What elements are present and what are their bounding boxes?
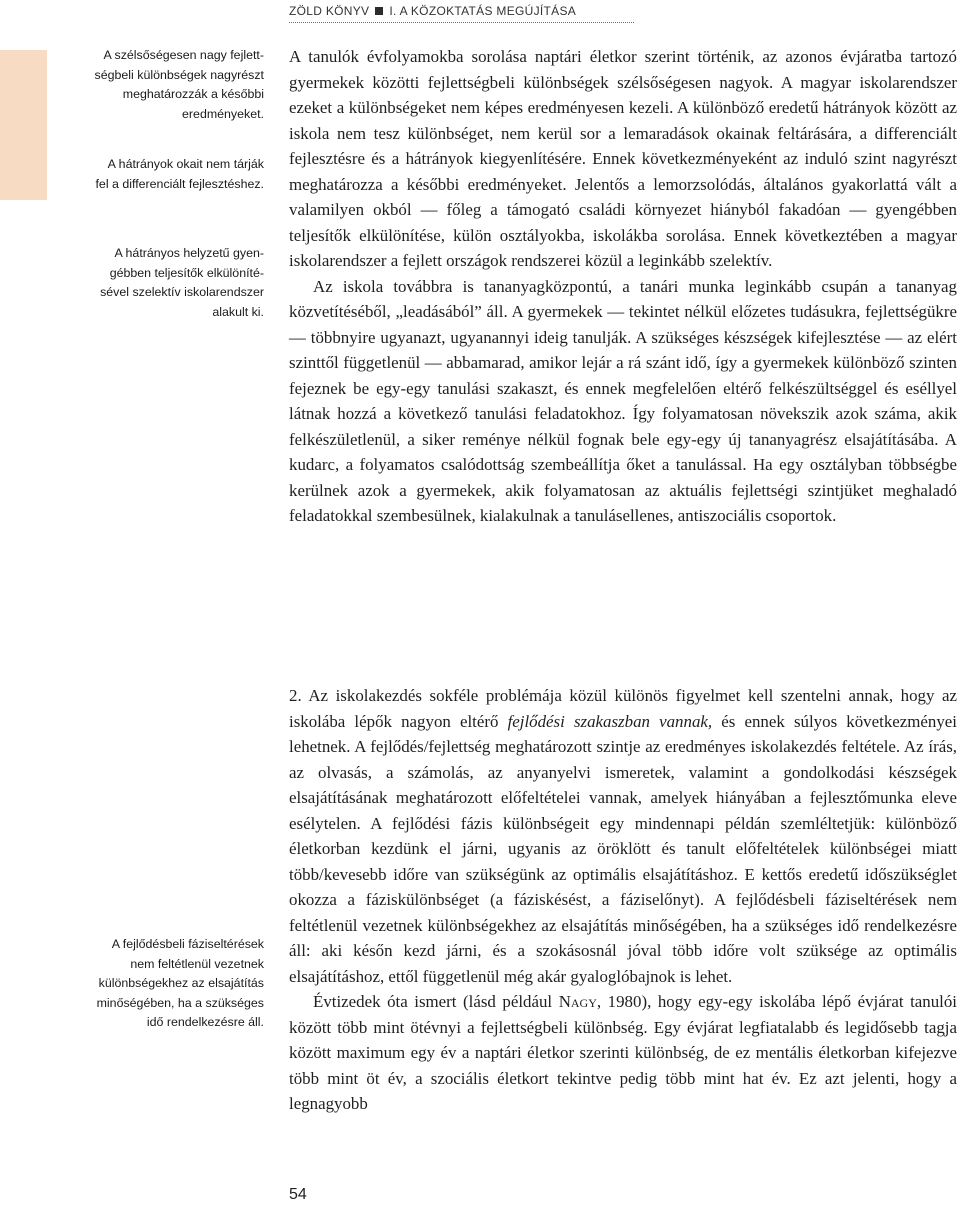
- text-run: és ennek súlyos következményei lehetnek. A fejlődés/fejlettség meghatározott szintje az eredményes iskolakezdés feltétele. Az írás, az olvasás, a számolás, az anyanyelvi ismeretek, valamint a gondolkodási készségek elsajátításának meghatározott előfeltételei vannak, amelyek hiányában a fejlesztőmunka eleve esélytelen. A fejlődési fázis különbségeit egy mindennapi példán szemléltetjük: különböző életkorban kezdünk el járni, ugyanis az öröklött és tanult előfeltételek különbségei miatt több/kevesebb időre van szükségünk az optimális elsajátításhoz. E kettős eredetű időszükséglet okozza a fáziskülönbséget (a fáziskésést, a fáziselőnyt). A fejlődésbeli fáziseltérések nem feltétlenül vezetnek különbségekhez az elsajátítás minőségében, ha a szükséges idő rendelkezésre áll: aki későn kezd járni, és a szokásosnál jóval több időre volt szüksége az optimális elsajátításhoz, ettől függetlenül még akár gyaloglóbajnok is lehet.: [289, 711, 957, 986]
- main-text-block-1: [289, 44, 957, 529]
- running-header: [289, 0, 634, 23]
- page-number: 54: [289, 1186, 307, 1203]
- margin-note-1: A szélsőségesen nagy fejlettségbeli különbségek nagyrészt meghatározzák a későbbi eredményeket.: [94, 48, 264, 121]
- sidebar-color-band: [0, 50, 47, 200]
- text-run: Évtizedek óta ismert (lásd például: [313, 992, 559, 1011]
- book-title: ZÖLD KÖNYV: [289, 4, 370, 18]
- section-title: I. A KÖZOKTATÁS MEGÚJÍTÁSA: [389, 4, 577, 18]
- margin-note-4: A fejlődésbeli fáziseltérések nem feltétlenül vezetnek különbségekhez az elsajátítás minőségében, ha a szükséges idő rendelkezésre áll.: [96, 937, 264, 1029]
- margin-note-3: A hátrányos helyzetű gyengébben teljesítők elkülönítésével szelektív iskolarendszer alakult ki.: [100, 246, 264, 319]
- text-run: 2. Az iskolakezdés sokféle problémája közül különös figyelmet kell szentelni annak, hogy az iskolába lépők nagyon eltérő: [289, 686, 957, 731]
- numbered-paragraph: [289, 683, 957, 989]
- author-citation: Nagy: [558, 992, 597, 1011]
- italic-emphasis: fejlődési szakaszban vannak,: [507, 711, 713, 731]
- text-run: , 1980), hogy egy-egy iskolába lépő évjárat tanulói között több mint ötévnyi a fejlettségbeli különbség. Egy évjárat legfiatalabb és legidősebb tagja között maximum egy év a naptári életkor szerinti különbség, de ez mentális életkorban kifejezve több mint öt év, a szociális életkort tekintve pedig több mint hat év. Ez azt jelenti, hogy a legnagyobb: [289, 992, 957, 1113]
- paragraph: A tanulók évfolyamokba sorolása naptári életkor szerint történik, az azonos évjáratba tartozó gyermekek közötti fejlettségbeli különbségek szélsőségesen nagyok. A magyar iskolarendszer ezeket a különbségeket nem képes eredményesen kezeli. A különböző eredetű hátrányok között az iskola nem tesz különbséget, nem kerül sor a lemaradások okainak feltárására, a differenciált fejlesztésre és a hátrányok kiegyenlítésére. Ennek következményeként az induló szint nagyrészt meghatározza a későbbi eredményeket. Jelentős a lemorzsolódás, általános gyakorlattá vált a valamilyen okból — főleg a támogató családi környezet hiányból fakadóan — gyengébben teljesítők elkülönítése, külön osztályokba, iskolákba sorolása. Ennek következtében a magyar iskolarendszer a fejlett országok rendszerei közül a leginkább szelektív.: [289, 47, 957, 270]
- paragraph: Az iskola továbbra is tananyagközpontú, a tanári munka leginkább csupán a tananyag közvetítéséből, „leadásából” áll. A gyermekek — tekintet nélkül előzetes tudásukra, fejlettségükre — többnyire ugyanazt, ugyanannyi ideig tanulják. A szükséges készségek kifejlesztése — az elért szinttől függetlenül — abbamarad, amikor lejár a rá szánt idő, így a gyermekek különböző szinten fejeznek be egy-egy tanulási szakaszt, és ennek megfelelően eltérő felkészültséggel és eséllyel látnak hozzá a következő tanulási feladatokhoz. Így folyamatosan növekszik azok száma, akik felkészületlenül, a siker reménye nélkül fognak bele egy-egy új tananyagrész elsajátításába. A kudarc, a folyamatos csalódottság szembeállítja őket a tanulással. Ha egy osztályban többségbe kerülnek azok a gyermekek, akik folyamatosan az aktuális fejlettségi szintjüket meghaladó feladatokkal szembesülnek, kialakulnak a tanulásellenes, antiszociális csoportok.: [289, 276, 957, 525]
- square-bullet-icon: [375, 7, 383, 15]
- paragraph: [289, 989, 957, 1117]
- margin-note-2: A hátrányok okait nem tárják fel a differenciált fejlesztéshez.: [95, 157, 264, 191]
- main-text-block-2: [289, 683, 957, 1117]
